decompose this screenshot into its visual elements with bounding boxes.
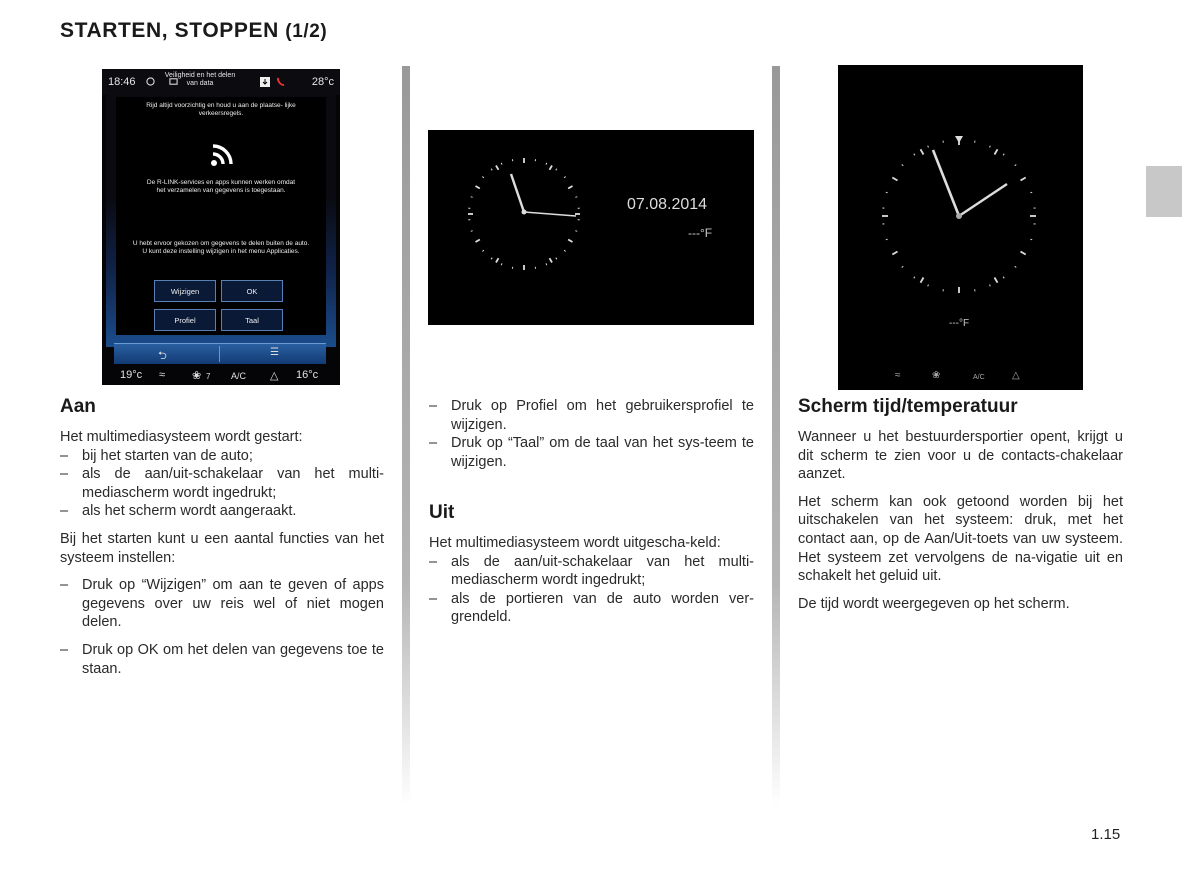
uit-list (429, 553, 754, 627)
clock-tick (921, 277, 924, 282)
list-item: – Druk op OK om het delen van gegevens toe te staan. (60, 641, 384, 678)
clock-tick (1030, 192, 1032, 193)
aan-list-2 (60, 576, 384, 678)
navigation-bar (114, 343, 326, 364)
column-divider-right (772, 66, 780, 806)
ok-button[interactable]: OK (221, 280, 283, 302)
clock-tick (556, 258, 557, 260)
temperature-display: ---°F (688, 226, 713, 240)
clock-tick (1015, 266, 1016, 267)
section-aan-text (60, 428, 384, 678)
scherm-paragraph-3: De tijd wordt weergegeven op het scherm. (798, 595, 1070, 612)
taal-button[interactable]: Taal (221, 309, 283, 331)
clock-tick (491, 169, 492, 171)
clock-tick (482, 250, 483, 251)
climate-bar (102, 365, 340, 385)
clock-tick (892, 178, 897, 181)
list-item: – als de aan/uit-schakelaar van het multi-mediascherm wordt ingedrukt; (60, 465, 384, 502)
download-icon (260, 77, 270, 87)
clock-tick (914, 154, 915, 156)
section-scherm-text (798, 428, 1123, 613)
recirculation-icon-small[interactable]: △ (1012, 370, 1020, 381)
phone-icon (276, 77, 285, 86)
analog-clock-large (838, 65, 1083, 390)
services-message: De R-LINK-services en apps kunnen werken omdat het verzamelen van gegevens is toegestaan. (146, 179, 296, 194)
clock-tick (546, 263, 547, 265)
sharing-message: U hebt ervoor gekozen om gegevens te delen buiten de auto. U kunt deze instelling wijzigen in het menu Applicaties. (132, 240, 310, 255)
column-two-list (429, 397, 754, 471)
aan-paragraph: Bij het starten kunt u een aantal functies van het systeem instellen: (60, 530, 384, 566)
clock-tick (501, 163, 502, 165)
profiel-button[interactable]: Profiel (154, 309, 216, 331)
clock-tick (471, 197, 473, 198)
clock-tick (501, 263, 502, 265)
safety-message: Rijd altijd voorzichtig en houd u aan de plaatse- lijke verkeersregels. (146, 102, 296, 117)
status-notice: Veiligheid en het delen van data (164, 72, 236, 87)
clock-tick (886, 239, 888, 240)
section-heading-scherm: Scherm tijd/temperatuur (798, 396, 1018, 417)
list-item: – als de portieren van de auto worden ver-grendeld. (429, 590, 754, 627)
fan-icon[interactable]: ❀ (192, 370, 202, 382)
page-number: 1.15 (1091, 826, 1121, 843)
date-display: 07.08.2014 (627, 196, 708, 213)
status-time: 18:46 (108, 76, 136, 88)
clock-tick (476, 240, 480, 243)
clock-tick (556, 169, 557, 171)
list-item: – Druk op Profiel om het gebruikersprofiel te wijzigen. (429, 397, 754, 434)
page-title-part: (1/2) (285, 21, 328, 42)
temperature-left: 19°c (120, 369, 143, 381)
page-title (60, 19, 327, 43)
clock-tick (928, 146, 929, 148)
clock-tick (568, 186, 572, 189)
clock-tick (1020, 252, 1025, 255)
clock-tick (902, 266, 903, 267)
hour-hand-large (933, 150, 959, 216)
clock-tick (995, 277, 998, 282)
clock-tick (914, 277, 915, 279)
multimedia-screen-start (102, 69, 340, 385)
clock-center-large (956, 213, 962, 219)
clock-tick (1015, 164, 1016, 165)
clock-tick (921, 149, 924, 154)
fan-level: 7 (206, 372, 211, 381)
wijzigen-button[interactable]: Wijzigen (154, 280, 216, 302)
scherm-paragraph-2: Het scherm kan ook getoond worden bij het uitschakelen van het systeem: druk, met het contact aan, op de Aan/Uit-toets van uw systeem. Het systeem zet vervolgens de na-vigatie uit en schakelt het geluid uit. (798, 493, 1123, 585)
clock-tick (546, 163, 547, 165)
temperature-right: 16°c (296, 369, 319, 381)
section-heading-uit: Uit (429, 502, 455, 523)
hour-hand (511, 174, 524, 212)
ac-label[interactable]: A/C (973, 374, 985, 381)
clock-tick (496, 166, 499, 170)
clock-tick (995, 149, 998, 154)
connectivity-icon (210, 141, 236, 167)
temperature-display-large: ---°F (949, 318, 970, 329)
clock-tick (990, 146, 991, 148)
section-uit-text (429, 534, 754, 627)
list-item: – Druk op “Wijzigen” om aan te geven of apps gegevens over uw reis wel of niet mogen delen. (60, 576, 384, 632)
status-temperature: 28°c (311, 76, 334, 88)
aan-intro: Het multimediasysteem wordt gestart: (60, 429, 303, 445)
clock-tick (550, 258, 553, 262)
clock-tick (1003, 154, 1004, 156)
column-divider-left (402, 66, 410, 806)
navbar-separator (219, 346, 220, 362)
section-heading-aan: Aan (60, 396, 96, 417)
clock-tick (1003, 277, 1004, 279)
status-bar (102, 69, 340, 95)
back-icon[interactable]: ⮌ (158, 350, 167, 362)
profile-language-list (429, 397, 754, 471)
airflow-icon[interactable]: ≈ (159, 369, 166, 381)
list-item: – bij het starten van de auto; (60, 447, 384, 466)
clock-tick (496, 258, 499, 262)
clock-tick (564, 177, 565, 178)
clock-tick (902, 164, 903, 165)
page-title-text: STARTEN, STOPPEN (60, 19, 279, 42)
clock-center (522, 210, 527, 215)
menu-icon[interactable]: ☰ (270, 347, 279, 358)
clock-tick (482, 177, 483, 178)
clock-tick (928, 285, 929, 287)
clock-tick (575, 197, 577, 198)
aan-list (60, 447, 384, 521)
uit-intro: Het multimediasysteem wordt uitgescha-keld: (429, 535, 721, 551)
ac-button[interactable]: A/C (231, 371, 247, 381)
twelve-marker (955, 136, 963, 143)
clock-tick (550, 166, 553, 170)
clock-tick (575, 231, 577, 232)
list-item: – als het scherm wordt aangeraakt. (60, 502, 384, 521)
clock-tick (886, 192, 888, 193)
minute-hand (524, 212, 576, 216)
scherm-paragraph-1: Wanneer u het bestuurdersportier opent, krijgt u dit scherm te zien voor u de contacts-chakelaar aanzet. (798, 429, 1123, 483)
clock-tick (471, 231, 473, 232)
chapter-tab (1146, 166, 1182, 217)
clock-tick (476, 186, 480, 189)
clock-tick (990, 285, 991, 287)
clock-screen-horizontal (428, 130, 754, 325)
list-item: – Druk op “Taal” om de taal van het sys-teem te wijzigen. (429, 434, 754, 471)
clock-tick (568, 240, 572, 243)
clock-tick (491, 258, 492, 260)
fan-icon-small[interactable]: ❀ (932, 370, 941, 381)
clock-tick (1020, 178, 1025, 181)
list-item: – als de aan/uit-schakelaar van het multi-mediascherm wordt ingedrukt; (429, 553, 754, 590)
airflow-icon-small[interactable]: ≈ (895, 370, 901, 381)
clock-tick (1030, 239, 1032, 240)
recirculation-icon[interactable]: △ (270, 370, 279, 382)
clock-tick (892, 252, 897, 255)
minute-hand-large (959, 184, 1007, 216)
navigation-icon (146, 77, 155, 86)
clock-screen-vertical (838, 65, 1083, 390)
clock-tick (564, 250, 565, 251)
